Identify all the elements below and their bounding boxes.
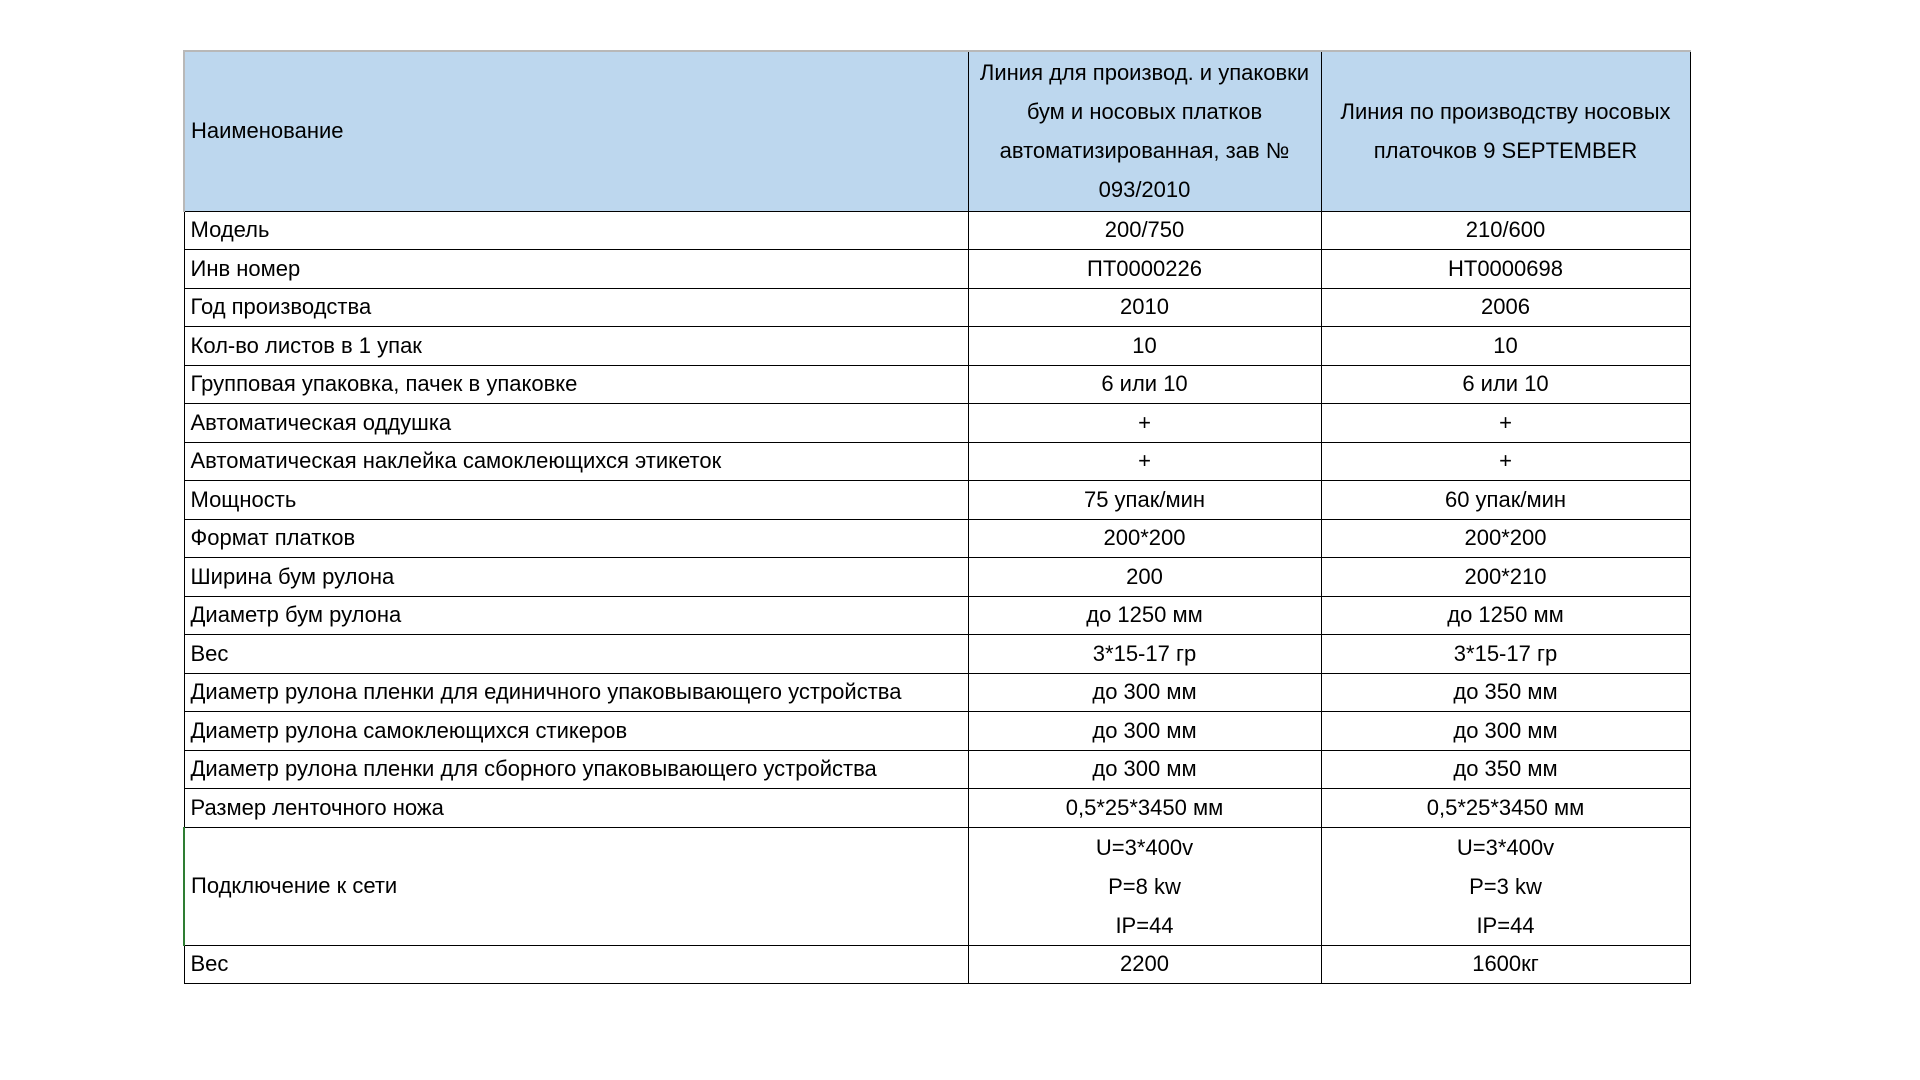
row-name: Инв номер [184,250,968,289]
table-row [184,250,1690,289]
header-col-b: Линия по производству носовых платочков 9 SEPTEMBER [1321,51,1690,211]
row-name: Формат платков [184,519,968,558]
row-name: Кол-во листов в 1 упак [184,327,968,366]
row-name: Групповая упаковка, пачек в упаковке [184,365,968,404]
header-row [184,51,1690,211]
row-value-a: 0,5*25*3450 мм [968,789,1321,828]
row-value-b: до 350 мм [1321,673,1690,712]
row-name: Диаметр рулона пленки для единичного упаковывающего устройства [184,673,968,712]
table-row [184,442,1690,481]
table-row [184,673,1690,712]
table-row [184,365,1690,404]
table-row [184,789,1690,828]
row-value-b: 200*210 [1321,558,1690,597]
row-value-a: 2010 [968,288,1321,327]
row-value-b: + [1321,442,1690,481]
row-value-a: 75 упак/мин [968,481,1321,520]
last-row [184,945,1690,984]
row-value-b: НТ0000698 [1321,250,1690,289]
row-name: Диаметр рулона самоклеющихся стикеров [184,712,968,751]
power-b: P=3 kw [1469,873,1542,899]
last-row-value-a: 2200 [968,945,1321,984]
spec-table [183,50,1691,984]
table-row [184,635,1690,674]
power-a: P=8 kw [1108,873,1181,899]
ip-rating-a: IP=44 [1115,912,1174,938]
row-value-a: + [968,442,1321,481]
row-name: Ширина бум рулона [184,558,968,597]
row-value-a: 200*200 [968,519,1321,558]
row-value-a: до 1250 мм [968,596,1321,635]
row-name: Диаметр рулона пленки для сборного упаковывающего устройства [184,750,968,789]
table-row [184,211,1690,250]
spec-body [184,211,1690,984]
table-row [184,481,1690,520]
ip-rating-b: IP=44 [1476,912,1535,938]
row-name: Год производства [184,288,968,327]
last-row-value-b: 1600кг [1321,945,1690,984]
row-value-a: 200/750 [968,211,1321,250]
row-value-b: 2006 [1321,288,1690,327]
row-value-a: ПТ0000226 [968,250,1321,289]
voltage-a: U=3*400v [1095,834,1194,860]
row-value-b: 210/600 [1321,211,1690,250]
row-value-b: + [1321,404,1690,443]
row-value-a: 10 [968,327,1321,366]
row-value-b: 200*200 [1321,519,1690,558]
row-name: Размер ленточного ножа [184,789,968,828]
row-value-a: 6 или 10 [968,365,1321,404]
row-name: Диаметр бум рулона [184,596,968,635]
power-row [184,827,1690,945]
table-row [184,404,1690,443]
row-value-b: 6 или 10 [1321,365,1690,404]
table-row [184,327,1690,366]
power-row-name: Подключение к сети [184,827,968,945]
last-row-name: Вес [184,945,968,984]
table-row [184,288,1690,327]
row-value-b: до 1250 мм [1321,596,1690,635]
row-value-b: до 350 мм [1321,750,1690,789]
row-value-b: 10 [1321,327,1690,366]
row-value-a: до 300 мм [968,712,1321,751]
row-name: Модель [184,211,968,250]
header-name: Наименование [184,51,968,211]
row-value-b: 0,5*25*3450 мм [1321,789,1690,828]
row-value-a: + [968,404,1321,443]
voltage-b: U=3*400v [1456,834,1555,860]
row-value-a: 200 [968,558,1321,597]
table-row [184,558,1690,597]
row-name: Автоматическая наклейка самоклеющихся этикеток [184,442,968,481]
row-value-b: 60 упак/мин [1321,481,1690,520]
row-value-a: до 300 мм [968,673,1321,712]
header-col-a: Линия для производ. и упаковки бум и носовых платков автоматизированная, зав № 093/2010 [968,51,1321,211]
table-row [184,519,1690,558]
row-name: Мощность [184,481,968,520]
row-name: Автоматическая оддушка [184,404,968,443]
row-value-a: 3*15-17 гр [968,635,1321,674]
table-row [184,712,1690,751]
power-row-value-a [968,827,1321,945]
table-row [184,750,1690,789]
row-value-a: до 300 мм [968,750,1321,789]
table-row [184,596,1690,635]
row-value-b: 3*15-17 гр [1321,635,1690,674]
power-row-value-b [1321,827,1690,945]
row-value-b: до 300 мм [1321,712,1690,751]
row-name: Вес [184,635,968,674]
